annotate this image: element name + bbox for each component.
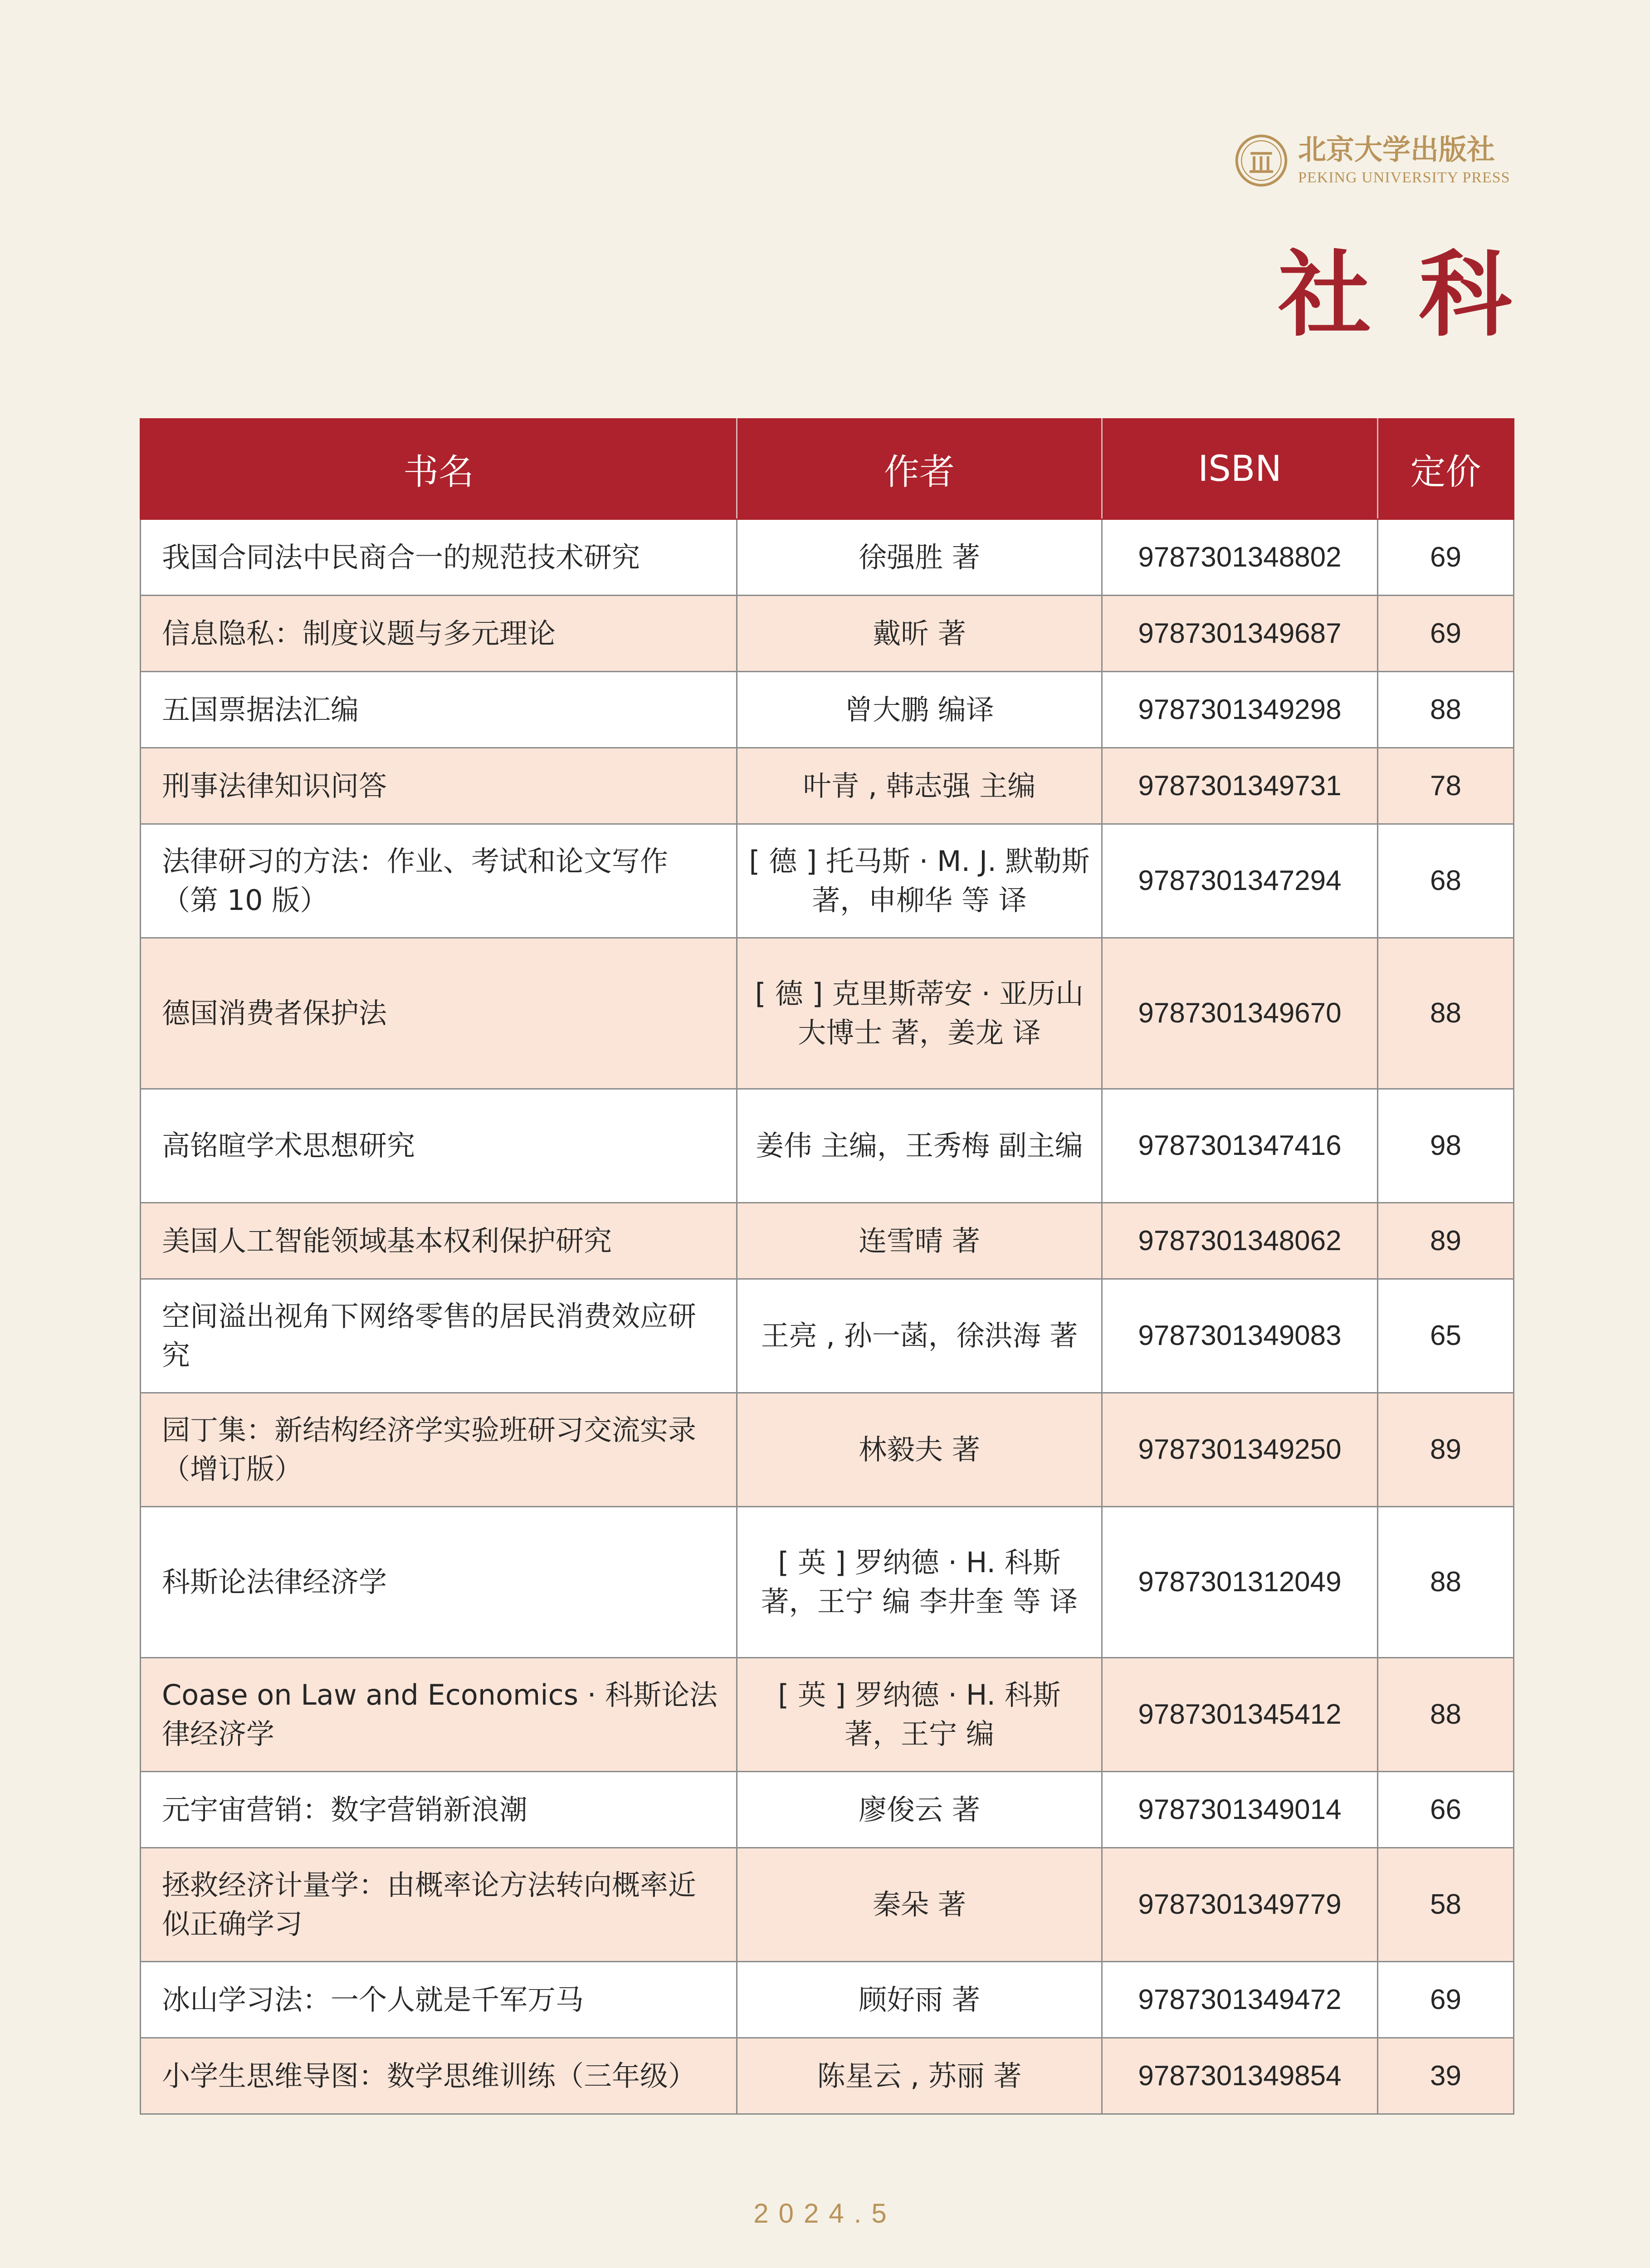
book-price: 39 — [1378, 2038, 1514, 2114]
book-isbn: 9787301349854 — [1102, 2038, 1378, 2114]
book-author: 顾好雨 著 — [737, 1962, 1102, 2038]
book-author: 姜伟 主编，王秀梅 副主编 — [737, 1089, 1102, 1203]
table-row — [141, 748, 1514, 824]
book-price: 88 — [1378, 1658, 1514, 1772]
book-title: 高铭暄学术思想研究 — [141, 1089, 737, 1203]
book-title: 法律研习的方法：作业、考试和论文写作（第 10 版） — [141, 824, 737, 938]
book-title: 园丁集：新结构经济学实验班研习交流实录（增订版） — [141, 1393, 737, 1507]
book-isbn: 9787301349250 — [1102, 1393, 1378, 1507]
pku-emblem-icon — [1235, 134, 1288, 187]
book-isbn: 9787301349731 — [1102, 748, 1378, 824]
book-price: 65 — [1378, 1279, 1514, 1393]
book-isbn: 9787301348062 — [1102, 1203, 1378, 1279]
table-row — [141, 1848, 1514, 1962]
book-isbn: 9787301349298 — [1102, 672, 1378, 748]
book-price: 88 — [1378, 938, 1514, 1089]
header-author: 作者 — [737, 419, 1102, 519]
book-title: 我国合同法中民商合一的规范技术研究 — [141, 519, 737, 596]
table-row — [141, 824, 1514, 938]
book-author: 廖俊云 著 — [737, 1772, 1102, 1848]
book-title: 拯救经济计量学：由概率论方法转向概率近似正确学习 — [141, 1848, 737, 1962]
book-isbn: 9787301349670 — [1102, 938, 1378, 1089]
book-price: 69 — [1378, 596, 1514, 672]
book-author: 林毅夫 著 — [737, 1393, 1102, 1507]
publisher-name-en: PEKING UNIVERSITY PRESS — [1298, 169, 1510, 186]
book-title: 刑事法律知识问答 — [141, 748, 737, 824]
table-row — [141, 1203, 1514, 1279]
table-row — [141, 2038, 1514, 2114]
book-title: 小学生思维导图：数学思维训练（三年级） — [141, 2038, 737, 2114]
table-row — [141, 596, 1514, 672]
book-isbn: 9787301349779 — [1102, 1848, 1378, 1962]
book-isbn: 9787301347294 — [1102, 824, 1378, 938]
book-title: 冰山学习法：一个人就是千军万马 — [141, 1962, 737, 2038]
book-isbn: 9787301345412 — [1102, 1658, 1378, 1772]
book-author: 陈星云 , 苏丽 著 — [737, 2038, 1102, 2114]
book-price: 69 — [1378, 1962, 1514, 2038]
book-price: 89 — [1378, 1203, 1514, 1279]
book-isbn: 9787301347416 — [1102, 1089, 1378, 1203]
header-title: 书名 — [141, 419, 737, 519]
book-author: 连雪晴 著 — [737, 1203, 1102, 1279]
table-row — [141, 1393, 1514, 1507]
book-list-table — [140, 418, 1514, 2115]
header-isbn: ISBN — [1102, 419, 1378, 519]
table-row — [141, 1279, 1514, 1393]
book-title: 科斯论法律经济学 — [141, 1507, 737, 1658]
issue-date: 2024.5 — [753, 2198, 897, 2229]
book-title: Coase on Law and Economics · 科斯论法律经济学 — [141, 1658, 737, 1772]
book-isbn: 9787301349083 — [1102, 1279, 1378, 1393]
book-isbn: 9787301312049 — [1102, 1507, 1378, 1658]
book-author: [ 英 ] 罗纳德 · H. 科斯 著，王宁 编 李井奎 等 译 — [737, 1507, 1102, 1658]
book-title: 美国人工智能领域基本权利保护研究 — [141, 1203, 737, 1279]
book-author: 王亮 , 孙一菡，徐洪海 著 — [737, 1279, 1102, 1393]
book-isbn: 9787301349014 — [1102, 1772, 1378, 1848]
book-author: 徐强胜 著 — [737, 519, 1102, 596]
book-isbn: 9787301348802 — [1102, 519, 1378, 596]
table-row — [141, 1089, 1514, 1203]
publisher-logo — [1235, 132, 1511, 191]
book-price: 89 — [1378, 1393, 1514, 1507]
book-price: 98 — [1378, 1089, 1514, 1203]
book-price: 78 — [1378, 748, 1514, 824]
table-row — [141, 1507, 1514, 1658]
book-title: 德国消费者保护法 — [141, 938, 737, 1089]
book-author: 秦朵 著 — [737, 1848, 1102, 1962]
book-author: 戴昕 著 — [737, 596, 1102, 672]
publisher-name-cn: 北京大学出版社 — [1298, 133, 1495, 166]
book-price: 68 — [1378, 824, 1514, 938]
book-price: 69 — [1378, 519, 1514, 596]
book-title: 五国票据法汇编 — [141, 672, 737, 748]
table-row — [141, 938, 1514, 1089]
book-isbn: 9787301349472 — [1102, 1962, 1378, 2038]
book-title: 信息隐私：制度议题与多元理论 — [141, 596, 737, 672]
header-price: 定价 — [1378, 419, 1514, 519]
book-title: 元宇宙营销：数字营销新浪潮 — [141, 1772, 737, 1848]
book-author: 叶青 , 韩志强 主编 — [737, 748, 1102, 824]
book-price: 88 — [1378, 1507, 1514, 1658]
table-row — [141, 1962, 1514, 2038]
book-price: 88 — [1378, 672, 1514, 748]
book-author: [ 德 ] 托马斯 · M. J. 默勒斯 著，申柳华 等 译 — [737, 824, 1102, 938]
book-author: [ 德 ] 克里斯蒂安 · 亚历山大博士 著，姜龙 译 — [737, 938, 1102, 1089]
book-title: 空间溢出视角下网络零售的居民消费效应研究 — [141, 1279, 737, 1393]
book-price: 66 — [1378, 1772, 1514, 1848]
book-price: 58 — [1378, 1848, 1514, 1962]
table-header-row — [141, 419, 1514, 519]
table-row — [141, 1658, 1514, 1772]
table-row — [141, 519, 1514, 596]
table-row — [141, 672, 1514, 748]
book-author: [ 英 ] 罗纳德 · H. 科斯 著，王宁 编 — [737, 1658, 1102, 1772]
book-author: 曾大鹏 编译 — [737, 672, 1102, 748]
book-isbn: 9787301349687 — [1102, 596, 1378, 672]
table-row — [141, 1772, 1514, 1848]
section-title: 社科 — [1278, 240, 1559, 349]
